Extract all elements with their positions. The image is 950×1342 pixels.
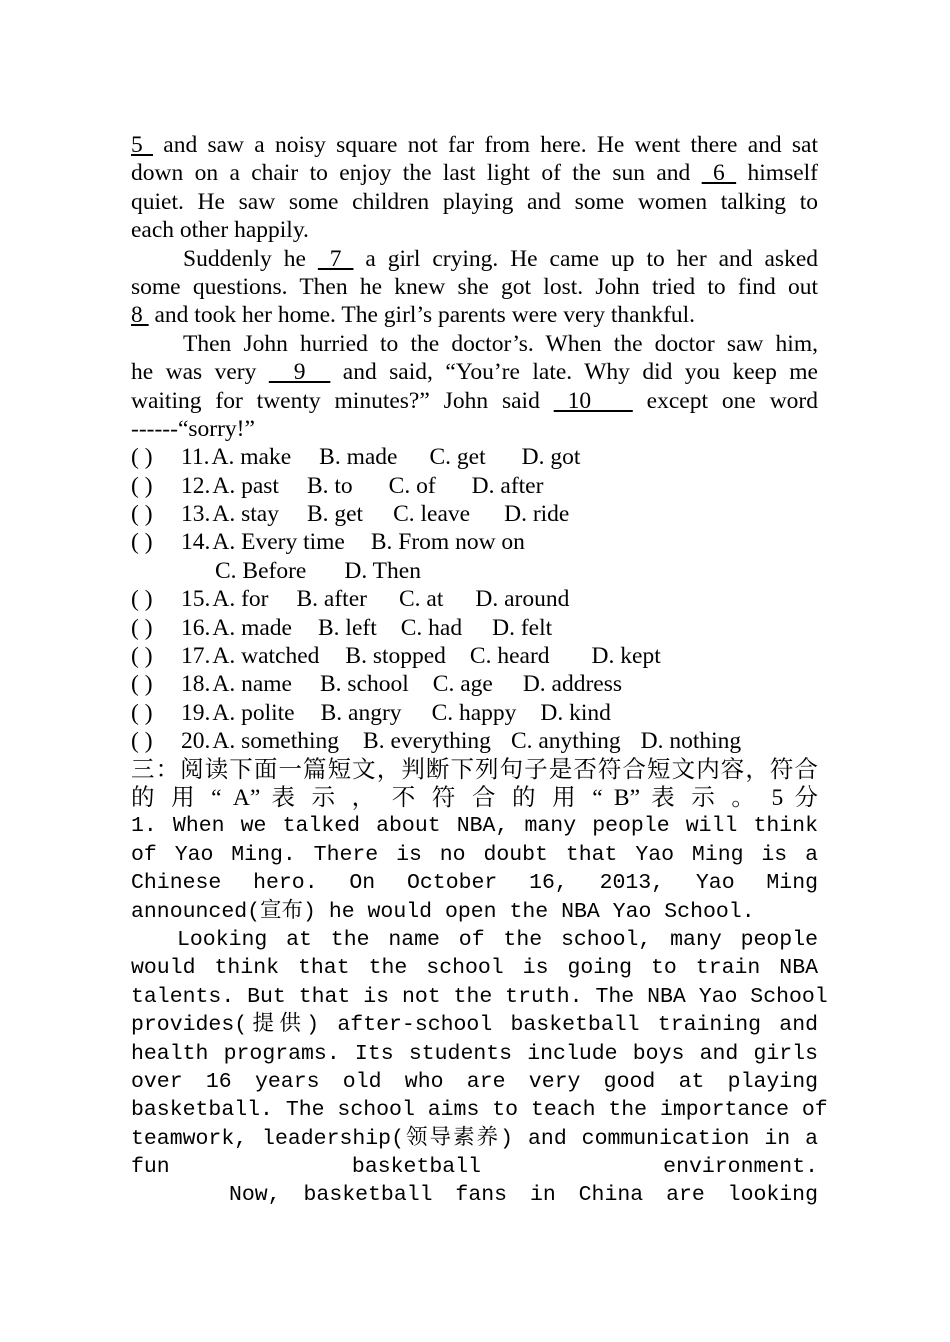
question-row xyxy=(131,443,818,471)
passage-line: 8 and took her home. The girl’s parents were very thankful. xyxy=(131,302,696,329)
option: A. stay xyxy=(212,501,279,528)
question-number: 11. xyxy=(181,444,210,471)
answer-blank[interactable]: ( ) xyxy=(131,472,153,499)
option: B. school xyxy=(320,671,409,698)
option: D. kind xyxy=(540,699,611,726)
reading-line: fun basketball environment. xyxy=(131,1155,818,1180)
reading-line: Chinese hero. On October 16, 2013, Yao Ming xyxy=(131,871,818,896)
reading-line: announced(宣布) he would open the NBA Yao School. xyxy=(131,899,755,924)
passage-line: Suddenly he 7 a girl crying. He came up to her and asked xyxy=(183,245,819,272)
question-row xyxy=(131,472,818,500)
passage-line: each other happily. xyxy=(131,217,309,244)
option: B. after xyxy=(296,586,367,613)
option: D. after xyxy=(471,472,544,499)
question-number: 13. xyxy=(181,501,211,528)
option: A. something xyxy=(212,728,340,755)
passage-line: some questions. Then he knew she got lost. John tried to find out xyxy=(131,273,818,300)
reading-line: Looking at the name of the school, many people xyxy=(177,927,818,952)
question-row xyxy=(131,699,818,727)
reading-line: health programs. Its students include boys and girls xyxy=(131,1041,818,1066)
answer-blank[interactable]: ( ) xyxy=(131,586,153,613)
question-number: 15. xyxy=(181,586,211,613)
option: A. for xyxy=(212,586,269,613)
option: B. left xyxy=(318,614,377,641)
option: A. Every time xyxy=(212,529,345,556)
reading-line: would think that the school is going to train NBA xyxy=(131,956,818,981)
blank-5: 5 xyxy=(131,132,154,158)
option: D. felt xyxy=(492,614,553,641)
option: D. Then xyxy=(344,557,421,584)
question-number: 16. xyxy=(181,614,211,641)
option: B. From now on xyxy=(370,529,525,556)
option: D. ride xyxy=(504,501,570,528)
option: C. get xyxy=(429,444,486,471)
passage-line: ------“sorry!” xyxy=(131,415,255,442)
passage-line: Then John hurried to the doctor’s. When the doctor saw him, xyxy=(183,330,818,357)
option: B. stopped xyxy=(345,643,446,670)
question-row xyxy=(131,585,818,613)
reading-line: basketball. The school aims to teach the importance of xyxy=(131,1098,828,1123)
answer-blank[interactable]: ( ) xyxy=(131,643,153,670)
option: D. nothing xyxy=(640,728,742,755)
section-three xyxy=(131,756,828,1210)
option: C. at xyxy=(398,586,444,613)
option: B. to xyxy=(306,472,353,499)
blank-6: 6 xyxy=(701,160,737,187)
option: C. anything xyxy=(510,728,621,755)
answer-blank[interactable]: ( ) xyxy=(131,501,153,528)
question-row xyxy=(131,614,818,642)
option: C. had xyxy=(400,614,463,641)
option: A. make xyxy=(211,444,292,471)
reading-line: Now, basketball fans in China are looking xyxy=(229,1183,818,1208)
question-number: 18. xyxy=(181,671,211,698)
answer-blank[interactable]: ( ) xyxy=(131,614,153,641)
question-row xyxy=(131,642,818,670)
option: D. around xyxy=(475,586,570,613)
option: C. happy xyxy=(431,699,517,726)
question-row xyxy=(131,727,818,755)
passage-line: down on a chair to enjoy the last light of the sun and 6 himself xyxy=(131,160,818,187)
option: C. heard xyxy=(469,643,550,670)
question-number: 20. xyxy=(181,728,211,755)
reading-line: talents. But that is not the truth. The NBA Yao School xyxy=(131,984,828,1009)
answer-blank[interactable]: ( ) xyxy=(131,529,153,556)
section-heading: 的 用 “ A” 表 示 ， 不 符 合 的 用 “ B” 表 示 。 5 分 xyxy=(131,784,818,811)
option: C. of xyxy=(388,472,436,499)
question-row xyxy=(131,528,818,556)
blank-7: 7 xyxy=(317,245,354,272)
passage-line: he was very 9 and said, “You’re late. Why did you keep me xyxy=(131,359,818,386)
question-row-continued xyxy=(131,557,818,585)
answer-blank[interactable]: ( ) xyxy=(131,671,153,698)
blank-10: 10 xyxy=(553,387,633,414)
answer-blank[interactable]: ( ) xyxy=(131,444,153,471)
reading-line: over 16 years old who are very good at playing xyxy=(131,1069,818,1094)
option: D. kept xyxy=(591,643,661,670)
passage-line: waiting for twenty minutes?” John said 10 except one word xyxy=(131,387,818,414)
option: D. got xyxy=(521,444,581,471)
reading-line: teamwork, leadership(领导素养) and communication in a xyxy=(131,1126,818,1151)
option: A. polite xyxy=(212,699,295,726)
question-number: 14. xyxy=(181,529,211,556)
option: B. made xyxy=(319,444,398,471)
reading-line: of Yao Ming. There is no doubt that Yao Ming is a xyxy=(131,842,818,867)
option: D. address xyxy=(522,671,623,698)
option: A. made xyxy=(212,614,292,641)
option: C. age xyxy=(432,671,493,698)
answer-blank[interactable]: ( ) xyxy=(131,728,153,755)
question-number: 12. xyxy=(181,472,211,499)
question-row xyxy=(131,500,818,528)
option: A. name xyxy=(212,671,292,698)
document-page xyxy=(131,131,828,1210)
option: B. get xyxy=(306,501,364,528)
option: C. Before xyxy=(215,557,307,584)
question-number: 17. xyxy=(181,643,211,670)
section-heading: 三：阅读下面一篇短文，判断下列句子是否符合短文内容，符合 xyxy=(131,756,818,783)
option: C. leave xyxy=(393,501,471,528)
option: A. past xyxy=(212,472,279,499)
passage-line: quiet. He saw some children playing and some women talking to xyxy=(131,188,818,215)
passage-line: 5 and saw a noisy square not far from here. He went there and sat xyxy=(131,132,818,158)
question-row xyxy=(131,670,818,698)
option: B. angry xyxy=(320,699,402,726)
option: B. everything xyxy=(363,728,491,755)
reading-line: 1. When we talked about NBA, many people will think xyxy=(131,814,818,839)
reading-line: provides(提供) after-school basketball training and xyxy=(131,1013,818,1038)
question-number: 19. xyxy=(181,699,211,726)
blank-8: 8 xyxy=(131,302,149,329)
cloze-passage xyxy=(131,131,818,443)
question-list xyxy=(131,443,818,755)
option: A. watched xyxy=(212,643,320,670)
blank-9: 9 xyxy=(268,359,331,386)
answer-blank[interactable]: ( ) xyxy=(131,699,153,726)
